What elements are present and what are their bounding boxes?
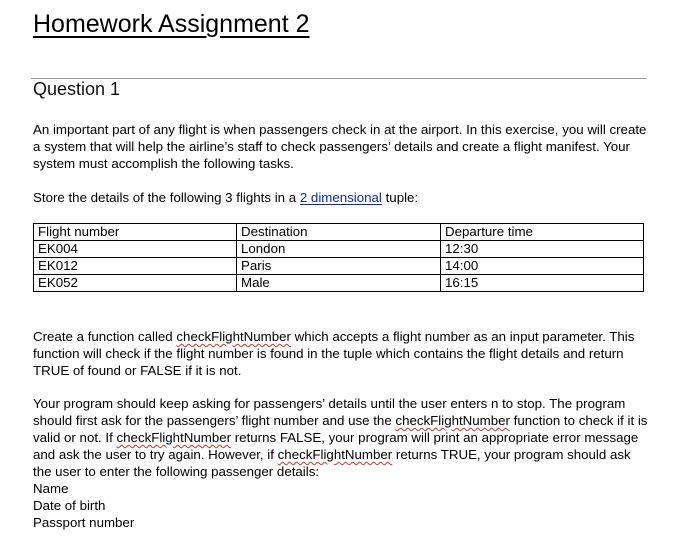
cell-flight-number: EK004 — [34, 241, 237, 258]
detail-item: Name — [33, 481, 69, 496]
cell-flight-number: EK052 — [34, 275, 237, 292]
function-name: checkFlightNumber — [277, 447, 393, 462]
heading-divider — [31, 78, 647, 79]
cell-destination: Male — [237, 275, 441, 292]
loop-paragraph — [33, 395, 653, 531]
function-paragraph — [33, 328, 653, 379]
function-text-1: Create a function called — [33, 329, 177, 344]
function-name: checkFlightNumber — [116, 430, 232, 445]
cell-departure-time: 16:15 — [441, 275, 644, 292]
store-prefix: Store the details of the following 3 flights in a — [33, 190, 300, 205]
loop-text-line2: the user to enter the following passenger details: — [33, 464, 320, 479]
table-row — [34, 241, 644, 258]
header-flight-number: Flight number — [34, 224, 237, 241]
function-name: checkFlightNumber — [395, 413, 510, 428]
header-destination: Destination — [237, 224, 441, 241]
cell-departure-time: 12:30 — [441, 241, 644, 258]
dimensional-link[interactable]: 2 dimensional — [299, 190, 382, 205]
cell-destination: London — [237, 241, 441, 258]
cell-flight-number: EK012 — [34, 258, 237, 275]
table-row — [34, 275, 644, 292]
function-name: checkFlightNumber — [176, 329, 291, 344]
page-title: Homework Assignment 2 — [33, 10, 310, 38]
table-row — [34, 258, 644, 275]
loop-text-1: Your program should keep asking for passengers’ details until the user enters n to stop. The program should first ask for the passengers’ flight number and use the — [33, 396, 626, 428]
cell-destination: Paris — [237, 258, 441, 275]
intro-paragraph: An important part of any flight is when passengers check in at the airport. In this exercise, you will create a system that will help the airline’s staff to check passengers’ details and create a flight manifest. Your system must accomplish the following tasks. — [33, 122, 647, 171]
loop-text-3: returns FALSE, your program will print an appropriate error message and ask the user to try again. However, if — [33, 430, 639, 462]
loop-text-2: function to check if it is valid or not. If — [33, 413, 648, 445]
table-header-row — [34, 224, 644, 241]
detail-item: Date of birth — [33, 498, 106, 513]
cell-departure-time: 14:00 — [441, 258, 644, 275]
store-suffix: tuple: — [381, 190, 419, 205]
loop-text-4: returns TRUE, your program should ask — [392, 447, 631, 462]
header-departure-time: Departure time — [441, 224, 644, 241]
function-text-2: which accepts a flight number as an input parameter. This function will check if the flight number is found in the tuple which contains the flight details and return TRUE of found or FALSE if it is not. — [33, 329, 635, 378]
detail-item: Passport number — [33, 515, 135, 530]
flights-table — [33, 223, 644, 292]
question-heading: Question 1 — [33, 79, 121, 99]
store-instruction — [33, 189, 653, 206]
